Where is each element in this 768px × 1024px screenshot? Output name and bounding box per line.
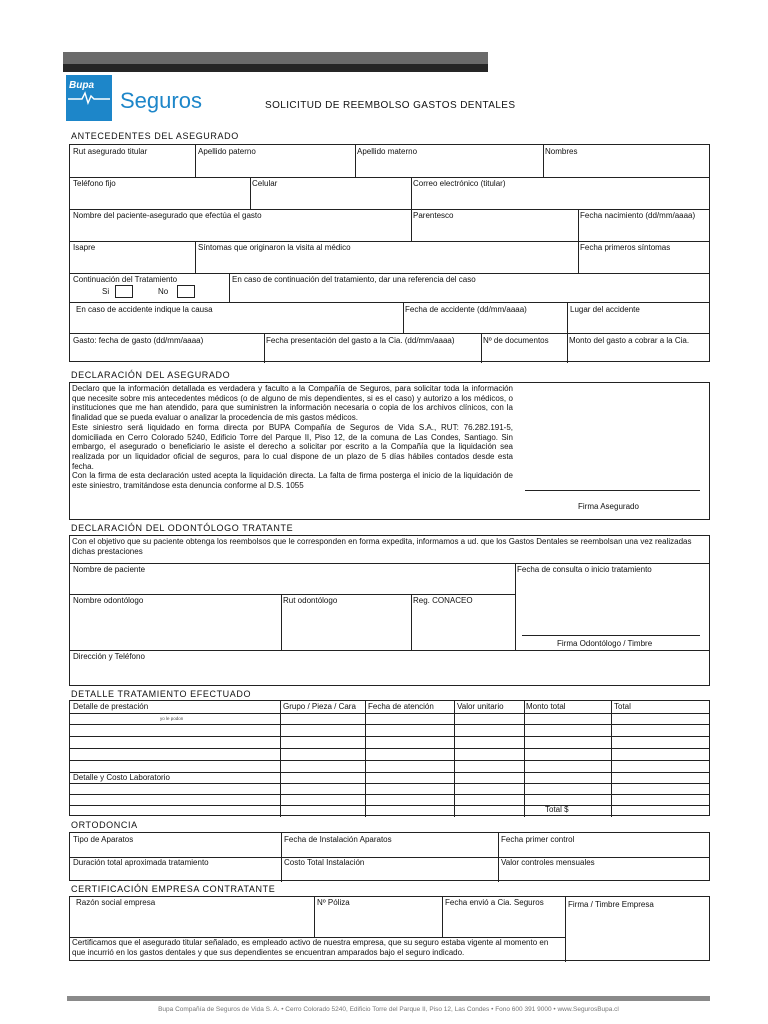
declaracion-p3: Con la firma de esta declaración usted acepta la liquidación directa. La falta de firma posterga el inicio de la liquidación de este siniestro, tramitándose esta denuncia conforme al D.S. 1055 [72, 471, 513, 491]
isapre-label: Isapre [73, 243, 96, 252]
nombre-paciente-label: Nombre de paciente [73, 565, 146, 574]
apellido-paterno-label: Apellido paterno [198, 147, 256, 156]
odontologo-box [69, 535, 710, 686]
document-title: SOLICITUD DE REEMBOLSO GASTOS DENTALES [265, 100, 516, 111]
header-fecha-atencion: Fecha de atención [368, 702, 434, 711]
correo-label: Correo electrónico (titular) [413, 179, 506, 188]
valor-controles-label: Valor controles mensuales [501, 858, 595, 867]
si-checkbox[interactable] [115, 285, 133, 298]
direccion-label: Dirección y Teléfono [73, 652, 145, 661]
fecha-consulta-label: Fecha de consulta o inicio tratamiento [517, 565, 652, 574]
top-bar [63, 52, 488, 72]
brand-name: Seguros [120, 88, 202, 113]
gasto-fecha-label: Gasto: fecha de gasto (dd/mm/aaaa) [73, 336, 204, 345]
continuacion-label: Continuación del Tratamiento [73, 275, 178, 284]
accidente-lugar-label: Lugar del accidente [570, 305, 640, 314]
header-valor-unitario: Valor unitario [457, 702, 504, 711]
celular-label: Celular [252, 179, 278, 188]
section-asegurado-title: ANTECEDENTES DEL ASEGURADO [71, 131, 239, 141]
sintomas-label: Síntomas que originaron la visita al médico [198, 243, 351, 252]
firma-empresa-label: Firma / Timbre Empresa [568, 900, 654, 909]
section-odontologo-title: DECLARACIÓN DEL ODONTÓLOGO TRATANTE [71, 523, 294, 533]
fecha-instalacion-label: Fecha de Instalación Aparatos [284, 835, 392, 844]
total-label: Total $ [545, 805, 569, 814]
no-label: No [158, 287, 169, 296]
footer-bar [67, 996, 710, 1001]
costo-instalacion-label: Costo Total Instalación [284, 858, 365, 867]
apellido-materno-label: Apellido materno [357, 147, 418, 156]
header-detalle: Detalle de prestación [73, 702, 149, 711]
logo-word: Bupa [69, 80, 94, 91]
footer-text: Bupa Compañía de Seguros de Vida S. A. • Cerro Colorado 5240, Edificio Torre del Parque II, Piso 12, Las Condes • Fono 600 391 9000 • www.SegurosBupa.cl [158, 1006, 619, 1013]
asegurado-box [69, 144, 710, 362]
section-tratamiento-title: DETALLE TRATAMIENTO EFECTUADO [71, 689, 252, 699]
bupa-logo [66, 75, 112, 121]
duracion-label: Duración total aproximada tratamiento [73, 858, 209, 867]
paciente-label: Nombre del paciente-asegurado que efectúa el gasto [73, 211, 262, 220]
presentacion-label: Fecha presentación del gasto a la Cia. (dd/mm/aaaa) [266, 336, 455, 345]
monto-label: Monto del gasto a cobrar a la Cia. [569, 336, 690, 345]
no-checkbox[interactable] [177, 285, 195, 298]
razon-social-label: Razón social empresa [76, 898, 156, 907]
section-certificacion-title: CERTIFICACIÓN EMPRESA CONTRATANTE [71, 884, 276, 894]
referencia-label: En caso de continuación del tratamiento, dar una referencia del caso [232, 275, 476, 284]
primeros-sintomas-label: Fecha primeros síntomas [580, 243, 671, 252]
odontologo-intro: Con el objetivo que su paciente obtenga los reembolsos que le corresponden en forma expedita, informamos a ud. que los Gastos Dentales se reembolsan una vez realizadas dichas prestaciones [72, 537, 692, 556]
nombre-odontologo-label: Nombre odontólogo [73, 596, 144, 605]
parentesco-label: Parentesco [413, 211, 454, 220]
declaracion-p1: Declaro que la información detallada es verdadera y faculto a la Compañía de Seguros, para solicitar toda la información que necesite sobre mis antecedentes médicos (o de alguno de mis dependientes, si es el caso) y autorizo a los médicos, o instituciones que me han atendido, para que suministren la información necesaria o copia de los archivos clínicos, con la finalidad que se pueda evaluar o analizar la procedencia de mis gastos médicos. [72, 384, 513, 423]
firma-odontologo-label: Firma Odontólogo / Timbre [557, 639, 653, 648]
reg-conaceo-label: Reg. CONACEO [413, 596, 473, 605]
telefono-label: Teléfono fijo [73, 179, 116, 188]
firma-odontologo-line [522, 635, 700, 636]
rut-odontologo-label: Rut odontólogo [283, 596, 338, 605]
declaracion-p2: Este siniestro será liquidado en forma directa por BUPA Compañía de Seguros de Vida S.A., RUT: 76.282.191-5, domiciliada en Cerro Colorado 5240, Edificio Torre del Parque II, Piso 12, de la comuna de Las Condes, Santiago. Sin embargo, el asegurado o beneficiario le asiste el derecho a solicitar por escrito a la Compañía que la liquidación sea realizada por un liquidador oficial de seguros, para lo cual dispone de un plazo de 5 días hábiles contados desde esta fecha. [72, 422, 513, 471]
documentos-label: Nº de documentos [483, 336, 549, 345]
certificacion-text: Certificamos que el asegurado titular señalado, es empleado activo de nuestra empresa, que su seguro estaba vigente al momento en que incurrió en los gastos dentales y que sus dependientes se encuentran amparados bajo el seguro indicado. [72, 938, 549, 957]
fecha-control-label: Fecha primer control [501, 835, 575, 844]
tipo-aparatos-label: Tipo de Aparatos [73, 835, 134, 844]
header-monto-total: Monto total [526, 702, 566, 711]
accidente-fecha-label: Fecha de accidente (dd/mm/aaaa) [405, 305, 527, 314]
fecha-envio-label: Fecha envió a Cia. Seguros [445, 898, 544, 907]
si-label: Si [102, 287, 110, 296]
firma-asegurado-label: Firma Asegurado [578, 502, 639, 511]
nombres-label: Nombres [545, 147, 578, 156]
header-grupo: Grupo / Pieza / Cara [283, 702, 356, 711]
accidente-causa-label: En caso de accidente indique la causa [76, 305, 213, 314]
tiny-note: yo le podon [160, 716, 184, 721]
declaracion-text [72, 384, 513, 491]
header-total: Total [614, 702, 631, 711]
section-declaracion-title: DECLARACIÓN DEL ASEGURADO [71, 370, 231, 380]
rut-label: Rut asegurado titular [73, 147, 148, 156]
laboratorio-label: Detalle y Costo Laboratorio [73, 773, 170, 782]
firma-asegurado-line [525, 490, 700, 491]
section-ortodoncia-title: ORTODONCIA [71, 820, 138, 830]
nacimiento-label: Fecha nacimiento (dd/mm/aaaa) [580, 211, 696, 220]
poliza-label: Nº Póliza [317, 898, 350, 907]
